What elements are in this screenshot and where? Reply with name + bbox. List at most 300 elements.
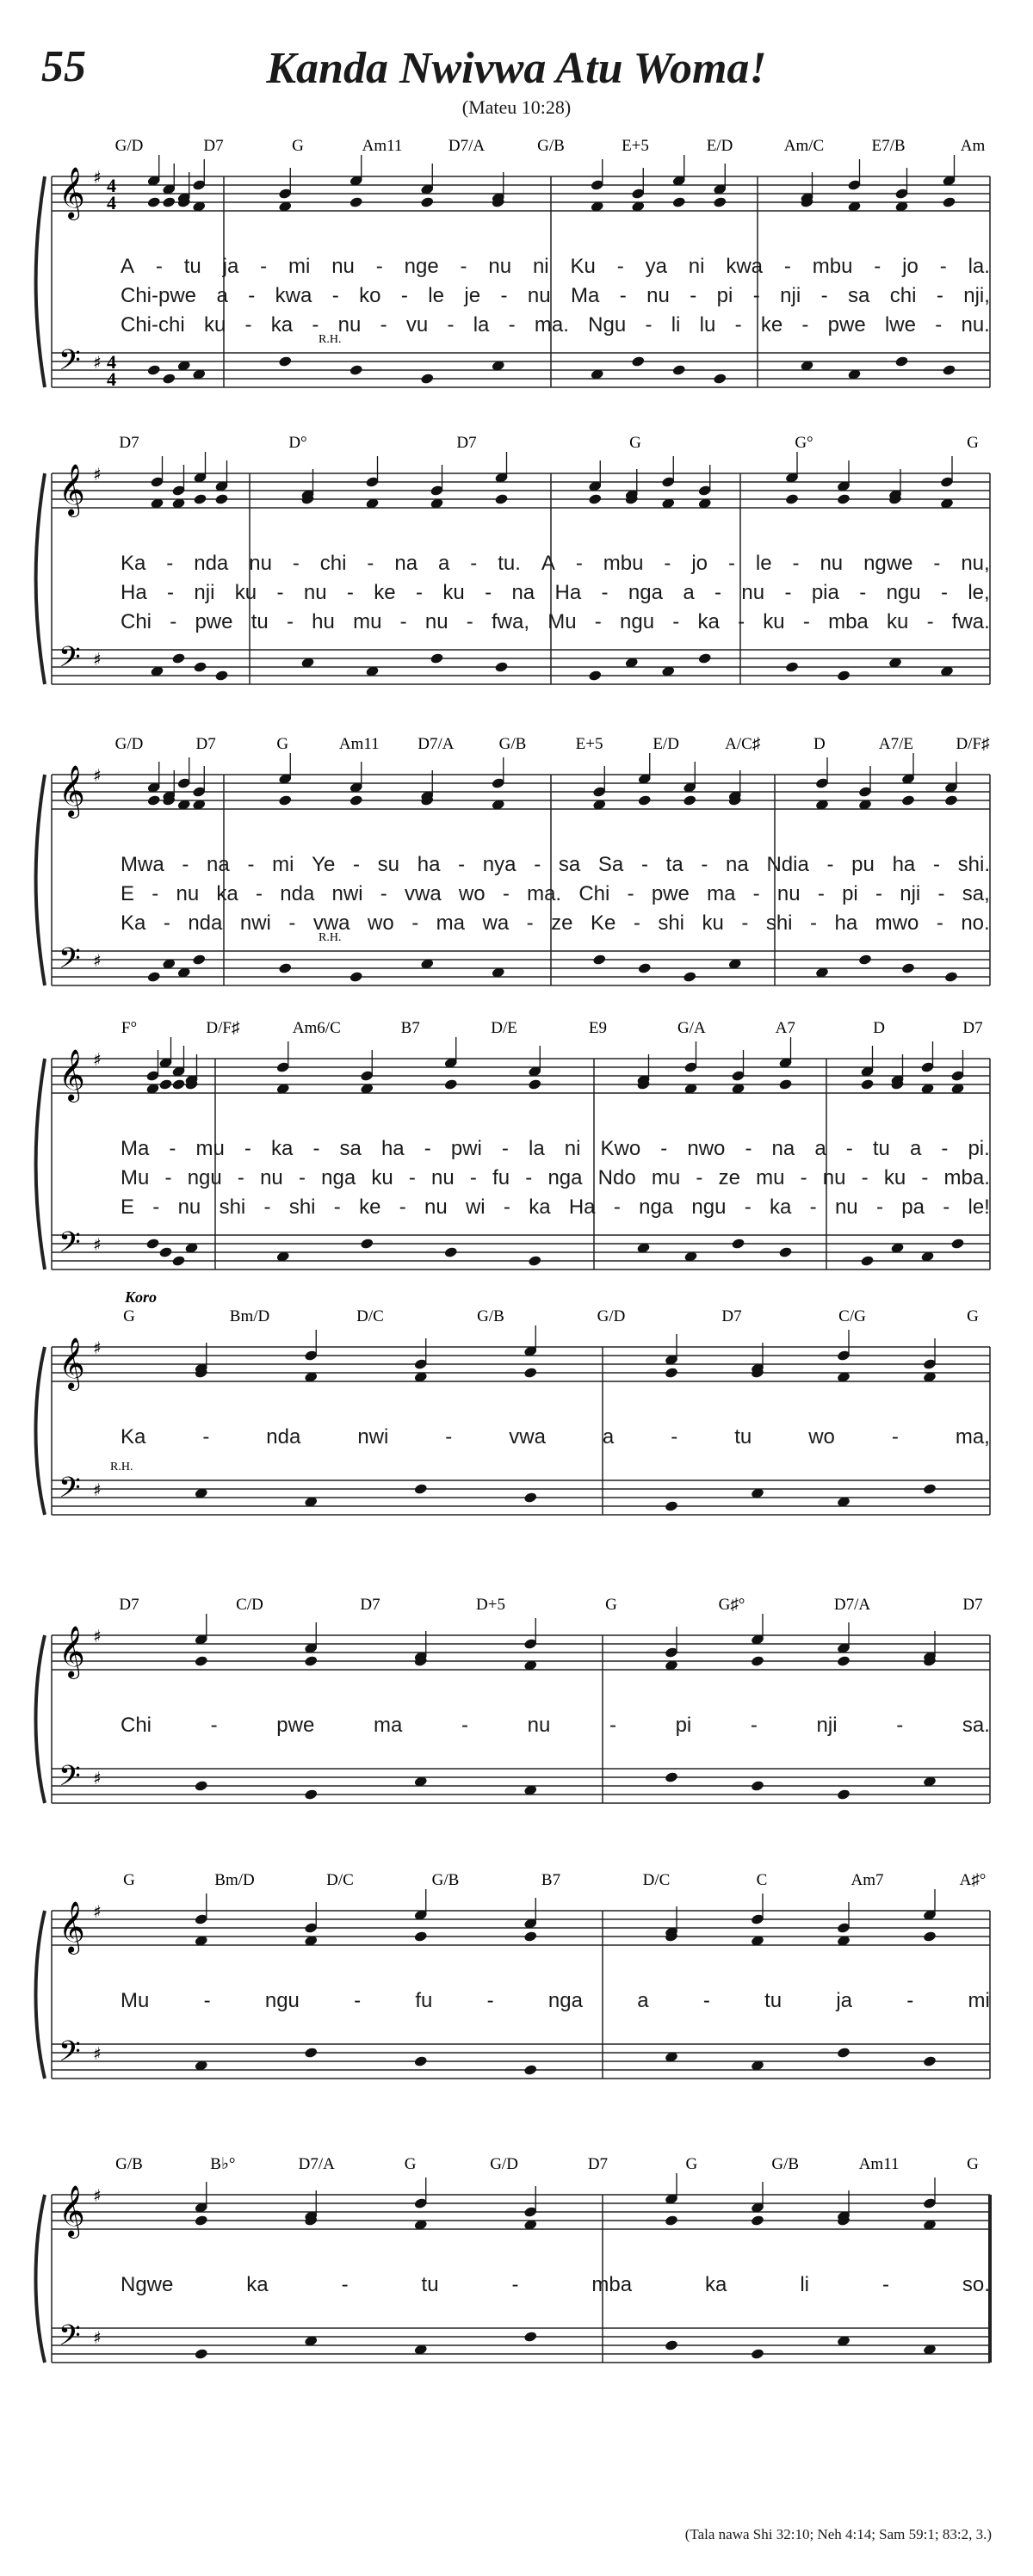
lyric-syllable: - (936, 284, 943, 307)
lyric-syllable: - (921, 1166, 929, 1189)
lyric-syllable: nu. (961, 313, 990, 337)
key-signature-sharp: ♯ (93, 464, 102, 485)
alto-notehead (665, 2215, 679, 2227)
lyric-syllable: mba (591, 2273, 633, 2296)
lyric-syllable: - (500, 284, 508, 307)
lyric-syllable: nda (280, 882, 315, 905)
chord-symbol: D/C (642, 1871, 671, 1889)
chord-symbol: D7/A (448, 137, 486, 155)
music-system (0, 430, 1033, 701)
lyric-syllable: - (399, 610, 407, 633)
chord-symbol: F° (121, 1019, 138, 1037)
lyric-syllable: - (292, 552, 300, 575)
system-bracket (36, 775, 46, 985)
chord-symbol: G (292, 137, 304, 155)
lyric-syllable: Mwa (121, 853, 164, 876)
lyric-syllable: - (166, 552, 174, 575)
lyric-syllable: - (933, 552, 941, 575)
chord-symbol: A7/E (878, 735, 913, 753)
chord-symbol: G/B (431, 1871, 460, 1889)
lyric-syllable: - (167, 581, 175, 604)
lyric-syllable: - (702, 1989, 710, 2012)
chord-symbol: Am11 (362, 137, 403, 155)
scripture-reference: (Mateu 10:28) (461, 96, 572, 118)
lyric-syllable: - (937, 882, 945, 905)
lyric-syllable: - (936, 911, 943, 935)
lyric-syllable: Ha (568, 1195, 596, 1219)
right-hand-marking: R.H. (319, 931, 342, 944)
lyric-syllable: Ma (570, 284, 600, 307)
lyric-syllable: lu (699, 313, 716, 337)
alto-notehead (683, 794, 697, 806)
lyric-syllable: nji (194, 581, 215, 604)
treble-clef: 𝄞 (59, 1901, 85, 1953)
lyric-syllable: - (424, 1137, 431, 1160)
bass-clef: 𝄢 (59, 1760, 81, 1800)
alto-notehead (494, 493, 509, 505)
treble-clef: 𝄞 (59, 765, 85, 817)
bass-notehead (304, 1788, 319, 1801)
lyric-syllable: - (276, 581, 284, 604)
lyric-syllable: - (511, 2273, 519, 2296)
lyric-syllable: le (428, 284, 444, 307)
lyric-syllable: ko (359, 284, 381, 307)
lyric-syllable: le (755, 552, 772, 575)
treble-clef: 𝄞 (59, 1337, 85, 1389)
lyric-syllable: Chi-pwe (121, 284, 197, 307)
lyric-syllable: na (394, 552, 418, 575)
lyric-syllable: - (932, 853, 940, 876)
lyric-syllable: tu. (498, 552, 521, 575)
time-signature: 4 (107, 368, 116, 390)
lyric-syllable: mi (968, 1989, 990, 2012)
lyric-syllable: - (525, 1166, 533, 1189)
lyric-syllable: - (534, 853, 541, 876)
chord-symbol: G (605, 1596, 617, 1614)
lyric-syllable: nu (646, 284, 670, 307)
lyric-syllable: nu (177, 1195, 201, 1219)
lyric-line (121, 1424, 990, 1450)
lyric-syllable: nwi (239, 911, 271, 935)
lyric-syllable: mu (651, 1166, 681, 1189)
time-signature: 4 (107, 192, 116, 213)
lyric-syllable: mbu (812, 255, 853, 278)
chord-symbol: Bm/D (229, 1307, 270, 1325)
lyric-syllable: chi (889, 284, 917, 307)
lyric-syllable: - (447, 313, 455, 337)
alto-notehead (637, 794, 652, 806)
lyric-syllable: jo (902, 255, 919, 278)
lyric-syllable: wi (465, 1195, 486, 1219)
alto-notehead (162, 196, 176, 208)
alto-notehead (304, 1655, 319, 1667)
lyric-syllable: - (633, 911, 640, 935)
lyric-syllable: Ye (312, 853, 336, 876)
lyric-syllable: tu (872, 1137, 890, 1160)
lyric-syllable: nga (628, 581, 663, 604)
lyric-syllable: na (771, 1137, 795, 1160)
lyric-syllable: pwe (651, 882, 690, 905)
lyric-syllable: nwi (357, 1425, 389, 1449)
treble-clef: 𝄞 (59, 167, 85, 219)
lyric-syllable: pu (851, 853, 875, 876)
lyric-syllable: - (352, 853, 360, 876)
lyric-syllable: - (783, 255, 791, 278)
bass-notehead (785, 661, 800, 673)
lyric-syllable: Ku (570, 255, 596, 278)
lyric-syllable: je (464, 284, 481, 307)
lyric-syllable: Ngwe (121, 2273, 174, 2296)
alto-notehead (278, 794, 293, 806)
lyric-syllable: mu (353, 610, 382, 633)
lyric-syllable: - (801, 313, 809, 337)
lyric-syllable: a (602, 1425, 615, 1449)
lyric-syllable: a (637, 1989, 649, 2012)
bass-notehead (637, 962, 652, 974)
lyric-syllable: - (526, 911, 534, 935)
lyric-syllable: ma. (534, 313, 569, 337)
lyric-syllable: nga (547, 1166, 583, 1189)
music-system (0, 1868, 1033, 2096)
alto-notehead (528, 1078, 542, 1090)
bass-notehead (860, 1255, 875, 1267)
lyric-syllable: chi (319, 552, 347, 575)
lyric-syllable: pwe (195, 610, 233, 633)
alto-notehead (785, 493, 800, 505)
lyric-syllable: na (511, 581, 535, 604)
lyric-syllable: pa (901, 1195, 925, 1219)
key-signature-sharp: ♯ (93, 1337, 102, 1358)
alto-notehead (665, 1367, 679, 1379)
bass-notehead (923, 1483, 937, 1495)
lyric-syllable: nu (820, 552, 844, 575)
lyric-syllable: nu (776, 882, 801, 905)
lyric-syllable: - (601, 581, 609, 604)
lyric-syllable: ha (380, 1137, 405, 1160)
koro-label: Koro (125, 1288, 158, 1306)
bass-notehead (162, 373, 176, 385)
lyric-syllable: mba (828, 610, 869, 633)
chord-symbol: G/D (597, 1307, 626, 1325)
lyric-syllable: pwe (276, 1714, 315, 1737)
bass-notehead (443, 1246, 458, 1258)
system-bracket (36, 1911, 46, 2079)
bass-notehead (413, 2055, 428, 2067)
lyric-syllable: - (941, 1137, 949, 1160)
bass-notehead (751, 1780, 765, 1792)
bass-notehead (894, 355, 909, 368)
lyric-syllable: - (244, 313, 252, 337)
lyric-syllable: la. (968, 255, 990, 278)
lyric-syllable: ngu (187, 1166, 222, 1189)
bass-notehead (192, 954, 207, 966)
lyric-syllable: - (469, 1166, 477, 1189)
lyric-syllable: - (152, 1195, 160, 1219)
lyric-syllable: - (859, 581, 867, 604)
lyric-syllable: nji (900, 882, 921, 905)
key-signature-sharp: ♯ (93, 1768, 102, 1788)
chord-symbol: D+5 (476, 1596, 505, 1614)
chord-symbol: D/E (491, 1019, 517, 1037)
lyric-syllable: ha (834, 911, 858, 935)
staff-system-graphic (0, 2152, 1033, 2380)
lyric-syllable: Ha (554, 581, 582, 604)
lyric-syllable: Kwo (600, 1137, 641, 1160)
lyric-syllable: - (263, 1195, 271, 1219)
lyric-syllable: ke (760, 313, 783, 337)
lyric-line (121, 580, 990, 606)
lyric-syllable: - (416, 581, 423, 604)
lyric-syllable: - (734, 313, 742, 337)
lyric-syllable: - (943, 1195, 950, 1219)
lyric-syllable: - (163, 911, 170, 935)
lyric-syllable: E (121, 882, 135, 905)
lyric-syllable: hu (312, 610, 335, 633)
lyric-syllable: vwa (405, 882, 442, 905)
chord-symbol: G♯° (718, 1596, 745, 1614)
hymn-title: Kanda Nwivwa Atu Woma! (266, 44, 767, 93)
chord-symbol: G (404, 2155, 417, 2173)
chord-symbol: G° (795, 434, 813, 452)
lyric-syllable: nya (482, 853, 516, 876)
bass-clef: 𝄢 (59, 641, 81, 681)
chord-symbol: D (873, 1019, 885, 1037)
chord-symbol: D7 (721, 1307, 742, 1325)
bass-clef: 𝄢 (59, 2035, 81, 2075)
lyric-syllable: nu (527, 284, 551, 307)
chord-symbol: G (123, 1307, 135, 1325)
lyric-line (121, 2272, 990, 2298)
lyric-syllable: - (508, 313, 516, 337)
chord-symbol: D7 (203, 137, 224, 155)
lyric-syllable: ku (371, 1166, 393, 1189)
lyric-syllable: - (202, 1425, 210, 1449)
chord-symbol: C/D (236, 1596, 263, 1614)
alto-notehead (671, 196, 686, 208)
lyric-syllable: - (784, 581, 792, 604)
lyric-syllable: - (664, 552, 671, 575)
time-signature: 4 (107, 351, 116, 373)
lyric-syllable: - (169, 1137, 176, 1160)
alto-notehead (942, 196, 956, 208)
lyric-syllable: - (738, 610, 745, 633)
key-signature-sharp: ♯ (93, 950, 102, 971)
lyric-syllable: Sa (597, 853, 624, 876)
lyric-line (121, 911, 990, 936)
lyric-syllable: - (470, 552, 478, 575)
alto-notehead (171, 1078, 186, 1090)
lyric-syllable: vu (405, 313, 429, 337)
bass-notehead (671, 364, 686, 376)
lyric-syllable: - (891, 1425, 899, 1449)
bass-notehead (631, 355, 646, 368)
alto-notehead (349, 196, 363, 208)
bass-notehead (942, 364, 956, 376)
key-signature-sharp: ♯ (93, 765, 102, 786)
chord-symbol: G (967, 434, 979, 452)
bass-notehead (171, 652, 186, 664)
lyric-syllable: ngu (620, 610, 655, 633)
chord-symbol: D (813, 735, 826, 753)
chord-symbol: G/D (114, 735, 144, 753)
lyric-syllable: pi (675, 1714, 692, 1737)
lyric-syllable: Mu (121, 1989, 150, 2012)
lyric-syllable: wo (368, 911, 394, 935)
bass-notehead (731, 1238, 745, 1250)
lyric-syllable: nu (424, 1195, 448, 1219)
lyric-syllable: no. (961, 911, 990, 935)
bass-notehead (146, 364, 161, 376)
lyric-syllable: - (940, 581, 948, 604)
lyric-syllable: ta (665, 853, 684, 876)
lyric-syllable: a (909, 1137, 922, 1160)
alto-notehead (420, 196, 435, 208)
chord-symbol: B7 (400, 1019, 420, 1037)
lyric-syllable: tu (734, 1425, 752, 1449)
chord-symbol: Bm/D (214, 1871, 255, 1889)
lyric-syllable: - (752, 284, 760, 307)
bass-notehead (494, 661, 509, 673)
lyric-syllable: - (485, 581, 492, 604)
lyric-syllable: nu (331, 255, 355, 278)
bass-notehead (837, 670, 851, 682)
lyric-syllable: tu (183, 255, 201, 278)
staff-system-graphic (0, 1868, 1033, 2096)
lyric-syllable: na (207, 853, 230, 876)
lyric-syllable: - (800, 1166, 807, 1189)
lyric-syllable: - (375, 255, 383, 278)
lyric-syllable: fwa. (951, 610, 990, 633)
chord-symbol: E/D (653, 735, 679, 753)
lyric-syllable: shi (219, 1195, 246, 1219)
key-signature-sharp: ♯ (93, 2043, 102, 2064)
bass-clef: 𝄢 (59, 942, 81, 982)
lyric-line (121, 1136, 990, 1162)
lyric-syllable: - (881, 2273, 889, 2296)
lyric-syllable: - (802, 610, 810, 633)
lyric-syllable: - (714, 581, 722, 604)
bass-notehead (592, 954, 607, 966)
lyric-line (121, 312, 990, 338)
lyric-syllable: tu (421, 2273, 439, 2296)
bass-notehead (697, 652, 712, 664)
lyric-syllable: - (671, 1425, 678, 1449)
lyric-syllable: nu (431, 1166, 455, 1189)
lyric-syllable: a (683, 581, 695, 604)
bass-notehead (901, 962, 916, 974)
lyric-syllable: - (288, 911, 296, 935)
bass-notehead (145, 1238, 160, 1250)
lyric-syllable: ka (216, 882, 238, 905)
alto-notehead (778, 1078, 793, 1090)
lyric-syllable: ka (705, 2273, 727, 2296)
alto-notehead (860, 1078, 875, 1090)
lyric-syllable: ze (718, 1166, 740, 1189)
lyric-syllable: nda (194, 552, 229, 575)
chord-symbol: D7 (587, 2155, 609, 2173)
treble-clef: 𝄞 (59, 464, 85, 516)
chord-symbol: D/C (356, 1307, 384, 1325)
lyric-syllable: shi. (957, 853, 990, 876)
lyric-syllable: - (400, 284, 408, 307)
bass-notehead (158, 1246, 173, 1258)
lyric-syllable: su (377, 853, 400, 876)
lyric-syllable: lwe (884, 313, 916, 337)
chord-symbol: Am6/C (292, 1019, 341, 1037)
key-signature-sharp: ♯ (93, 1049, 102, 1070)
chord-symbol: Am/C (783, 137, 825, 155)
lyric-line (121, 609, 990, 635)
chord-symbol: G/D (490, 2155, 518, 2173)
bass-notehead (950, 1238, 965, 1250)
lyric-syllable: nu, (961, 552, 990, 575)
bass-notehead (420, 373, 435, 385)
lyric-syllable: - (696, 1166, 703, 1189)
key-signature-sharp: ♯ (93, 2185, 102, 2206)
alto-notehead (214, 493, 229, 505)
lyric-syllable: - (380, 882, 387, 905)
bass-notehead (523, 1492, 538, 1504)
chord-symbol: D7 (962, 1596, 983, 1614)
lyric-syllable: nge (404, 255, 439, 278)
chord-symbol: G/B (115, 2155, 143, 2173)
lyric-syllable: ma (373, 1714, 403, 1737)
lyric-syllable: pwe (827, 313, 866, 337)
lyric-syllable: ngwe (863, 552, 913, 575)
lyric-syllable: - (461, 1714, 468, 1737)
lyric-syllable: ka (770, 1195, 792, 1219)
lyric-syllable: - (809, 1195, 817, 1219)
staff-system-graphic (0, 1592, 1033, 1820)
lyric-syllable: - (820, 284, 828, 307)
bass-notehead (304, 2047, 319, 2059)
lyric-syllable: - (792, 552, 800, 575)
alto-notehead (146, 196, 161, 208)
lyric-syllable: - (660, 1137, 668, 1160)
lyric-syllable: shi (765, 911, 793, 935)
bass-notehead (214, 670, 229, 682)
lyric-syllable: mbu (603, 552, 644, 575)
lyric-syllable: ma (436, 911, 466, 935)
chord-symbol: G/B (498, 735, 527, 753)
lyric-syllable: - (312, 313, 319, 337)
lyric-syllable: le, (968, 581, 990, 604)
lyric-syllable: nu (834, 1195, 858, 1219)
lyric-line (121, 1988, 990, 2014)
lyric-syllable: pia (811, 581, 839, 604)
chord-symbol: G/B (771, 2155, 800, 2173)
lyric-syllable: nu (337, 313, 362, 337)
lyric-syllable: shi (658, 911, 685, 935)
lyric-syllable: - (727, 552, 735, 575)
treble-clef: 𝄞 (59, 1049, 85, 1101)
key-signature-sharp: ♯ (93, 649, 102, 670)
bass-notehead (837, 1788, 851, 1801)
lyric-syllable: vwa (312, 911, 350, 935)
lyric-syllable: - (486, 1989, 494, 2012)
chord-symbol: D7 (119, 1596, 139, 1614)
lyric-syllable: li (800, 2273, 810, 2296)
right-hand-marking: R.H. (110, 1461, 133, 1473)
alto-notehead (413, 1930, 428, 1943)
lyric-syllable: ni (688, 255, 705, 278)
lyric-syllable: ku (203, 313, 226, 337)
lyric-syllable: - (411, 911, 419, 935)
chord-symbol: G (967, 1307, 979, 1325)
alto-notehead (901, 794, 916, 806)
lyric-syllable: ka (270, 313, 294, 337)
lyric-syllable: li (671, 313, 681, 337)
